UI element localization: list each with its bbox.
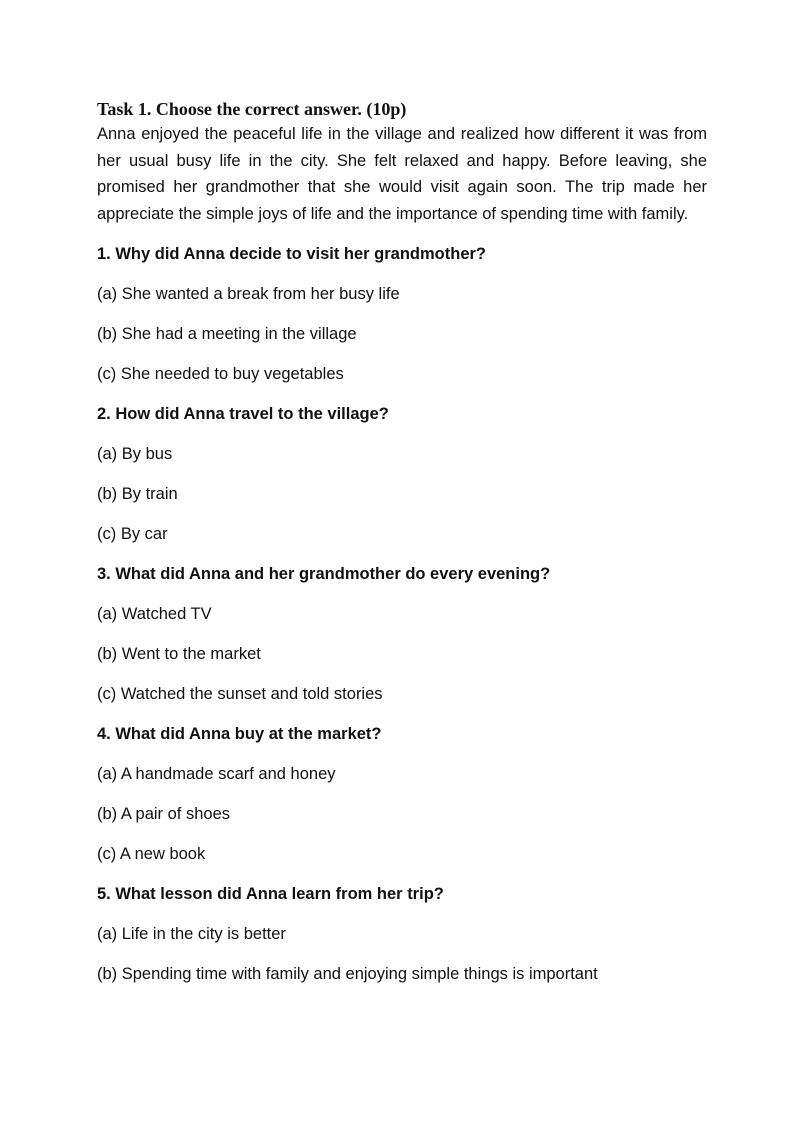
document-page	[97, 97, 707, 1001]
answer-option: (c) By car	[97, 525, 168, 543]
question-text: 2. How did Anna travel to the village?	[97, 405, 389, 423]
answer-option: (a) Life in the city is better	[97, 925, 286, 943]
reading-passage: Anna enjoyed the peaceful life in the village and realized how different it was from her usual busy life in the city. She felt relaxed and happy. Before leaving, she promised her grandmother that she would visit again soon. The trip made her appreciate the simple joys of life and the importance of spending time with family.	[97, 125, 707, 223]
answer-option: (a) Watched TV	[97, 605, 212, 623]
answer-option: (b) Spending time with family and enjoying simple things is important	[97, 965, 598, 983]
answer-option: (c) Watched the sunset and told stories	[97, 685, 383, 703]
question-text: 4. What did Anna buy at the market?	[97, 725, 382, 743]
answer-option: (a) She wanted a break from her busy life	[97, 285, 400, 303]
question-text: 3. What did Anna and her grandmother do every evening?	[97, 565, 551, 583]
question-1	[97, 241, 707, 387]
answer-option: (c) A new book	[97, 845, 206, 863]
answer-option: (c) She needed to buy vegetables	[97, 365, 344, 383]
answer-option: (b) She had a meeting in the village	[97, 325, 357, 343]
answer-option: (b) A pair of shoes	[97, 805, 230, 823]
question-5	[97, 881, 707, 987]
question-4	[97, 721, 707, 867]
task-title: Task 1. Choose the correct answer. (10p)	[97, 99, 407, 119]
answer-option: (b) By train	[97, 485, 178, 503]
answer-option: (a) By bus	[97, 445, 173, 463]
question-3	[97, 561, 707, 707]
question-2	[97, 401, 707, 547]
question-text: 5. What lesson did Anna learn from her trip?	[97, 885, 444, 903]
question-text: 1. Why did Anna decide to visit her grandmother?	[97, 245, 487, 263]
answer-option: (b) Went to the market	[97, 645, 261, 663]
answer-option: (a) A handmade scarf and honey	[97, 765, 336, 783]
